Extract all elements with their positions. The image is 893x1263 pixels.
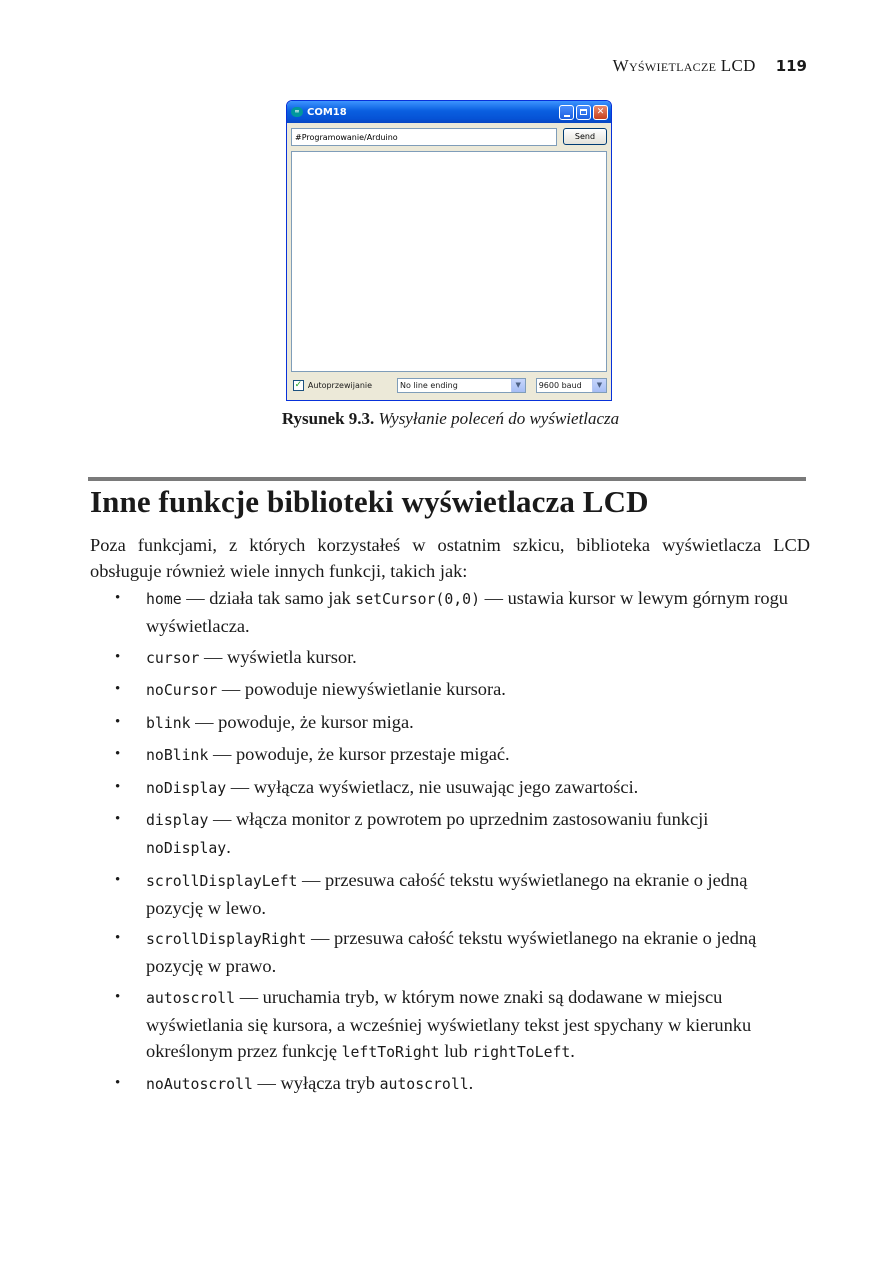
function-name: autoscroll: [379, 1076, 469, 1093]
input-row: [291, 128, 607, 146]
bullet-icon: •: [115, 648, 121, 665]
function-description: .: [570, 1040, 575, 1061]
list-item: [90, 774, 794, 802]
page-number: 119: [775, 57, 807, 75]
function-name: noDisplay: [146, 840, 227, 857]
figure-caption: [0, 409, 893, 429]
list-item: [90, 925, 794, 979]
function-description: — uruchamia tryb, w którym nowe znaki są dodawane w miejscu wyświetlania się kursora, a wcześniej wyświetlany tekst jest spychany w kierunku określonym przez funkcję: [146, 986, 752, 1061]
list-item: [90, 867, 794, 921]
minimize-button[interactable]: [559, 105, 574, 120]
window-title: COM18: [307, 106, 347, 118]
section-rule: [88, 477, 806, 481]
function-name: blink: [146, 714, 191, 732]
list-item: [90, 1070, 794, 1098]
function-description: — przesuwa całość tekstu wyświetlanego na ekranie o jedną pozycję w prawo.: [146, 928, 757, 976]
maximize-button[interactable]: [576, 105, 591, 120]
function-name: rightToLeft: [472, 1043, 571, 1061]
chevron-down-icon: ▼: [511, 379, 525, 392]
list-item: [90, 585, 794, 639]
arduino-icon: ∞: [291, 107, 303, 117]
function-description: — ustawia kursor w lewym górnym rogu wyświetlacza.: [146, 588, 788, 636]
bullet-icon: •: [115, 930, 121, 946]
list-item: [90, 644, 794, 672]
window-controls: [559, 105, 608, 120]
function-name: noDisplay: [146, 779, 227, 797]
list-item: [90, 676, 794, 704]
bottom-bar: [293, 377, 607, 393]
caption-text: Wysyłanie poleceń do wyświetlacza: [378, 409, 620, 428]
function-description: lub: [439, 1040, 473, 1061]
bullet-icon: •: [115, 681, 121, 697]
function-description: — przesuwa całość tekstu wyświetlanego na ekranie o jedną pozycję w lewo.: [146, 869, 748, 918]
serial-monitor-window: [286, 100, 612, 401]
list-item: [90, 741, 794, 769]
close-button[interactable]: [593, 105, 608, 120]
function-name: setCursor(0,0): [355, 591, 480, 608]
autoscroll-checkbox[interactable]: [293, 380, 304, 391]
function-description: — powoduje niewyświetlanie kursora.: [217, 679, 506, 699]
bullet-icon: •: [115, 778, 121, 795]
window-titlebar[interactable]: [287, 101, 611, 123]
function-name: autoscroll: [146, 989, 236, 1007]
intro-paragraph: Poza funkcjami, z których korzystałeś w ostatnim szkicu, biblioteka wyświetlacza LCD obsługuje również wiele innych funkcji, takich jak:: [90, 535, 810, 581]
function-description: .: [468, 1073, 474, 1093]
baud-rate-value: 9600 baud: [538, 380, 582, 390]
bullet-icon: •: [115, 713, 121, 730]
function-description: — powoduje, że kursor miga.: [190, 711, 414, 732]
bullet-icon: •: [115, 988, 121, 1005]
caption-number: Rysunek 9.3.: [281, 409, 375, 428]
bullet-icon: •: [115, 746, 121, 762]
function-description: — wyłącza wyświetlacz, nie usuwając jego zawartości.: [226, 776, 639, 797]
autoscroll-label: Autoprzewijanie: [307, 380, 373, 390]
minimize-icon: [564, 115, 570, 117]
function-name: scrollDisplayLeft: [146, 872, 298, 890]
function-description: .: [226, 837, 231, 857]
function-description: — włącza monitor z powrotem po uprzednim zastosowaniu funkcji: [208, 809, 709, 829]
running-title: Wyświetlacze LCD: [612, 56, 756, 75]
function-description: — wyłącza tryb: [252, 1073, 380, 1093]
maximize-icon: [580, 109, 587, 115]
function-name: scrollDisplayRight: [146, 931, 307, 948]
chevron-down-icon: ▼: [592, 379, 606, 392]
serial-output-area[interactable]: [291, 151, 607, 372]
function-name: noCursor: [146, 682, 218, 699]
checkmark-icon: ✓: [294, 380, 303, 390]
function-name: display: [146, 812, 209, 829]
bullet-icon: •: [115, 1075, 121, 1091]
running-head: [613, 56, 807, 76]
function-description: — działa tak samo jak: [181, 588, 356, 608]
function-name: home: [146, 591, 182, 608]
function-list: [90, 585, 810, 1103]
function-name: cursor: [146, 649, 200, 667]
bullet-icon: •: [115, 590, 121, 606]
list-item: [90, 709, 794, 737]
function-name: noAutoscroll: [146, 1076, 253, 1093]
bullet-icon: •: [115, 871, 121, 888]
baud-rate-select[interactable]: [536, 378, 607, 393]
function-name: leftToRight: [341, 1043, 440, 1061]
close-icon: ✕: [596, 106, 605, 117]
line-ending-value: No line ending: [399, 380, 458, 390]
function-name: noBlink: [146, 747, 209, 764]
bullet-icon: •: [115, 811, 121, 827]
line-ending-select[interactable]: [397, 378, 526, 393]
list-item: [90, 806, 794, 862]
function-description: — powoduje, że kursor przestaje migać.: [208, 744, 510, 764]
send-button[interactable]: Send: [563, 128, 607, 145]
list-item: [90, 984, 794, 1066]
section-heading: Inne funkcje biblioteki wyświetlacza LCD: [90, 484, 649, 519]
function-description: — wyświetla kursor.: [199, 646, 357, 667]
command-input[interactable]: [291, 128, 557, 146]
